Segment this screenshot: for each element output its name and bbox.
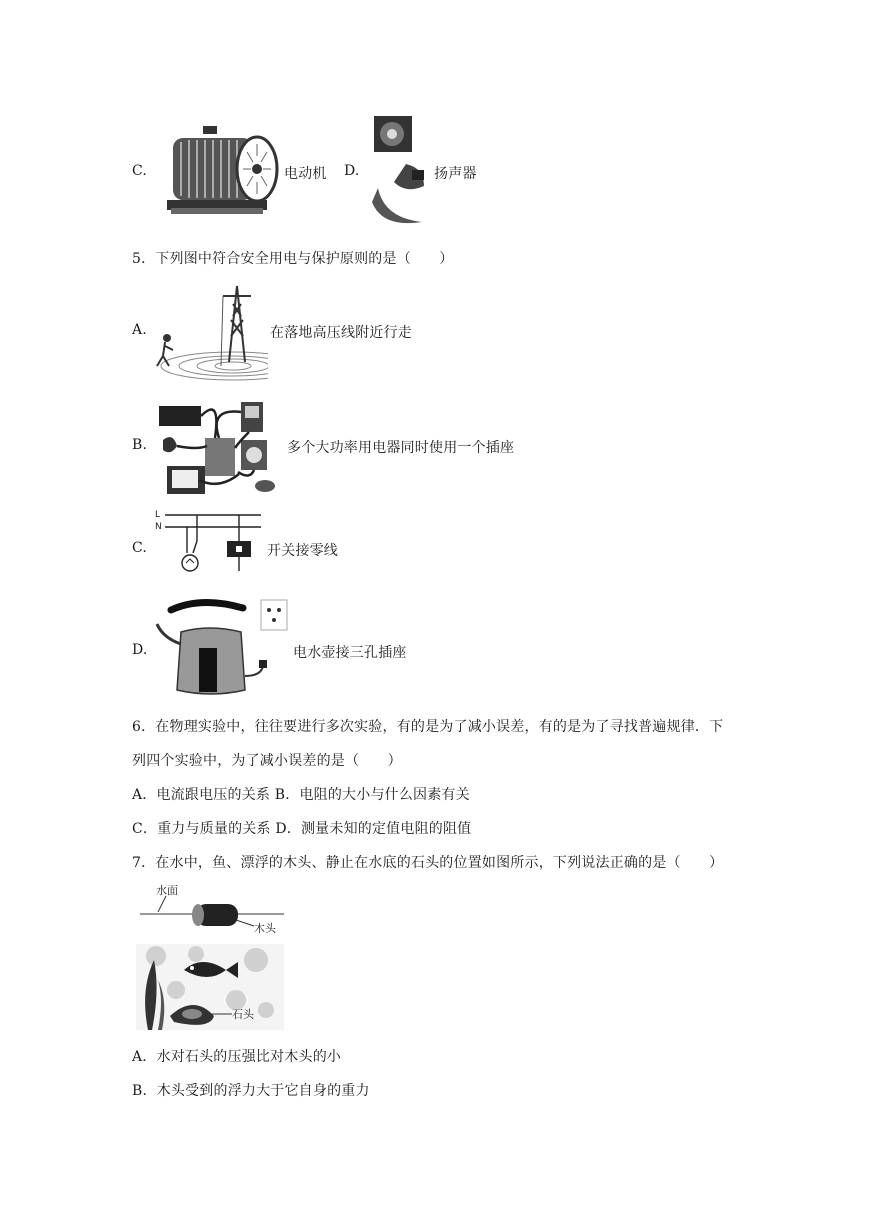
q6-stem-line2: 列四个实验中，为了减小误差的是（ ）: [132, 753, 402, 769]
stone-label: 石头: [232, 1008, 254, 1021]
q4-option-d-letter: D.: [344, 163, 360, 179]
overloaded-socket-figure: [153, 390, 285, 500]
motor-drawing: [163, 122, 281, 220]
q5-option-c-text: 开关接零线: [267, 543, 338, 559]
q4-option-d-label: 扬声器: [434, 166, 477, 182]
kettle-figure: [153, 596, 293, 702]
high-voltage-figure: [153, 280, 268, 385]
water-scene-figure: [136, 880, 284, 1030]
q6-options-row2: C．重力与质量的关系 D．测量未知的定值电阻的阻值: [132, 821, 472, 837]
high-voltage-drawing: [153, 280, 268, 385]
kettle-drawing: [153, 596, 293, 702]
q4-option-c-letter: C.: [132, 163, 148, 179]
water-scene-drawing: [136, 880, 284, 1030]
overloaded-socket-drawing: [153, 390, 285, 500]
q5-option-b-text: 多个大功率用电器同时使用一个插座: [287, 440, 515, 456]
water-surface-label: 水面: [156, 884, 178, 897]
q6-stem-line1: 6．在物理实验中，往往要进行多次实验，有的是为了减小误差，有的是为了寻找普遍规律．下: [132, 719, 724, 735]
q5-option-d-letter: D.: [132, 642, 148, 658]
q4-option-c-label: 电动机: [284, 166, 327, 182]
q7-stem: 7．在水中，鱼、漂浮的木头、静止在水底的石头的位置如图所示，下列说法正确的是（ ）: [132, 855, 724, 871]
q6-options-row1: A．电流跟电压的关系 B．电阻的大小与什么因素有关: [132, 787, 470, 803]
q7-option-b: B．木头受到的浮力大于它自身的重力: [132, 1083, 370, 1099]
live-wire-label: L: [155, 510, 161, 520]
motor-figure: [163, 122, 281, 220]
q5-option-c-letter: C.: [132, 540, 148, 556]
speaker-figure: [368, 112, 428, 227]
q5-option-a-letter: A.: [132, 322, 147, 338]
switch-wiring-drawing: [153, 505, 265, 587]
q5-option-a-text: 在落地高压线附近行走: [270, 325, 412, 341]
q7-option-a: A．水对石头的压强比对木头的小: [132, 1049, 342, 1065]
neutral-wire-label: N: [155, 522, 162, 532]
switch-wiring-figure: [153, 505, 265, 587]
speaker-drawing: [368, 112, 428, 227]
wood-label: 木头: [254, 922, 276, 935]
q5-option-b-letter: B.: [132, 437, 148, 453]
q5-stem: 5．下列图中符合安全用电与保护原则的是（ ）: [132, 251, 454, 267]
q5-option-d-text: 电水壶接三孔插座: [293, 645, 407, 661]
